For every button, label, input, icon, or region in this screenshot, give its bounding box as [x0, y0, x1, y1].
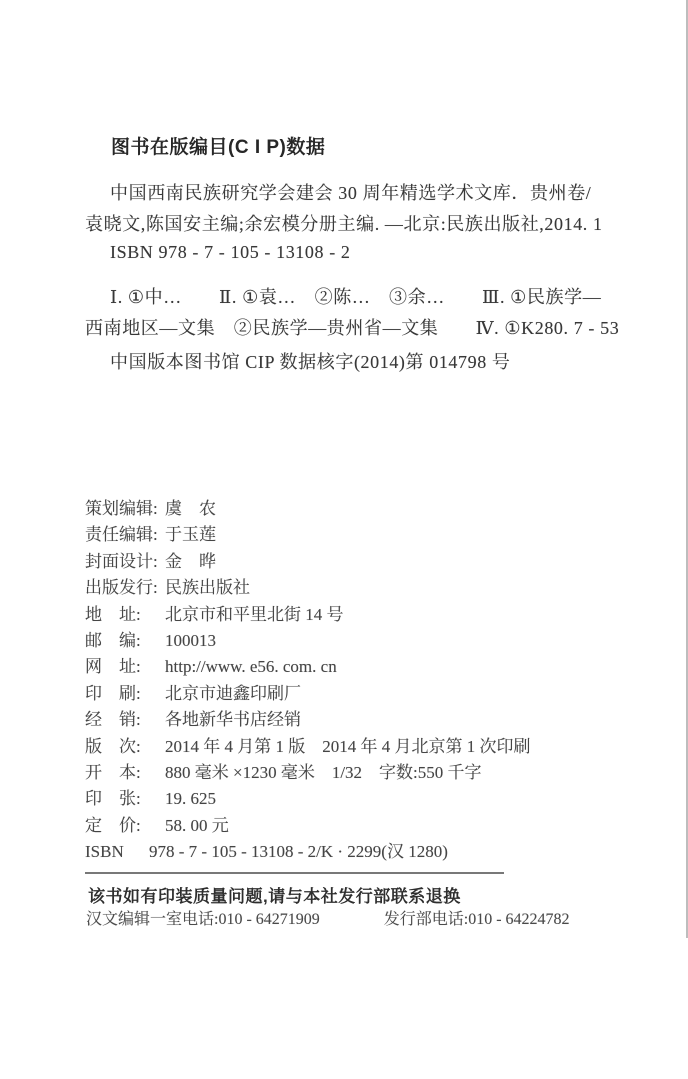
colophon-row-price	[85, 813, 531, 839]
colophon-row-planning-editor	[85, 496, 531, 522]
colophon-value: 19. 625	[165, 789, 216, 809]
colophon-label: 经 销:	[85, 710, 141, 730]
colophon-label: 版 次:	[85, 736, 141, 756]
colophon-value: 金 晔	[165, 551, 216, 571]
distribution-dept-phone: 发行部电话:010 - 64224782	[383, 911, 570, 928]
footer-phone-line	[86, 906, 570, 929]
colophon-label: 网 址:	[85, 657, 141, 677]
colophon-row-distribution	[85, 707, 531, 733]
colophon-value: 虞 农	[165, 499, 216, 518]
colophon-value: 民族出版社	[165, 578, 250, 598]
colophon-value: 100013	[165, 630, 216, 650]
colophon-value: 880 毫米 ×1230 毫米 1/32 字数:550 千字	[165, 762, 482, 782]
colophon-value: 978 - 7 - 105 - 13108 - 2/K · 2299(汉 1280)	[149, 842, 448, 862]
footer-quality-notice: 该书如有印装质量问题,请与本社发行部联系退换	[88, 887, 461, 906]
colophon-label: 地 址:	[85, 604, 141, 624]
cip-description-line-1: 中国西南民族研究学会建会 30 周年精选学术文库．贵州卷/	[110, 183, 592, 203]
colophon-label: 定 价:	[85, 815, 141, 835]
colophon-row-cover-design	[85, 549, 531, 575]
cip-heading: 图书在版编目(C I P)数据	[111, 137, 326, 158]
colophon-value: 58. 00 元	[165, 815, 229, 835]
colophon-row-address	[85, 602, 531, 628]
colophon-row-postcode	[85, 628, 531, 654]
cip-description-line-2: 袁晓文,陈国安主编;余宏模分册主编. —北京:民族出版社,2014. 1	[85, 214, 603, 234]
colophon-label: 邮 编:	[85, 630, 141, 650]
cip-classification-line-1: Ⅰ. ①中… Ⅱ. ①袁… ②陈… ③余… Ⅲ. ①民族学—	[110, 287, 602, 307]
colophon-row-printer	[85, 681, 531, 707]
colophon-value: http://www. e56. com. cn	[165, 657, 337, 677]
cip-isbn-line: ISBN 978 - 7 - 105 - 13108 - 2	[110, 242, 351, 262]
colophon-label: 开 本:	[85, 762, 141, 782]
colophon-label: ISBN	[85, 842, 124, 862]
colophon-row-responsible-editor	[85, 522, 531, 548]
cip-classification-line-2: 西南地区—文集 ②民族学—贵州省—文集 Ⅳ. ①K280. 7 - 53	[85, 318, 620, 338]
colophon-value: 北京市迪鑫印刷厂	[165, 683, 301, 703]
colophon-value: 于玉莲	[165, 525, 216, 545]
colophon-value: 北京市和平里北街 14 号	[165, 604, 344, 624]
colophon-label: 责任编辑:	[85, 525, 158, 545]
colophon-row-publisher	[85, 575, 531, 601]
colophon-row-isbn	[85, 839, 531, 865]
colophon-label: 出版发行:	[85, 578, 158, 598]
colophon-value: 各地新华书店经销	[165, 710, 301, 730]
cip-record-number-line: 中国版本图书馆 CIP 数据核字(2014)第 014798 号	[110, 352, 511, 372]
colophon-label: 策划编辑:	[85, 499, 158, 518]
colophon-label: 印 张:	[85, 789, 141, 809]
colophon-row-edition	[85, 734, 531, 760]
colophon-row-format	[85, 760, 531, 786]
colophon-value: 2014 年 4 月第 1 版 2014 年 4 月北京第 1 次印刷	[165, 736, 531, 756]
colophon-row-sheets	[85, 786, 531, 812]
colophon-label: 封面设计:	[85, 551, 158, 571]
footer-divider-rule	[85, 872, 504, 874]
colophon-row-website	[85, 654, 531, 680]
colophon-label: 印 刷:	[85, 683, 141, 703]
editorial-office-phone: 汉文编辑一室电话:010 - 64271909	[86, 911, 320, 928]
colophon-block	[85, 496, 531, 865]
